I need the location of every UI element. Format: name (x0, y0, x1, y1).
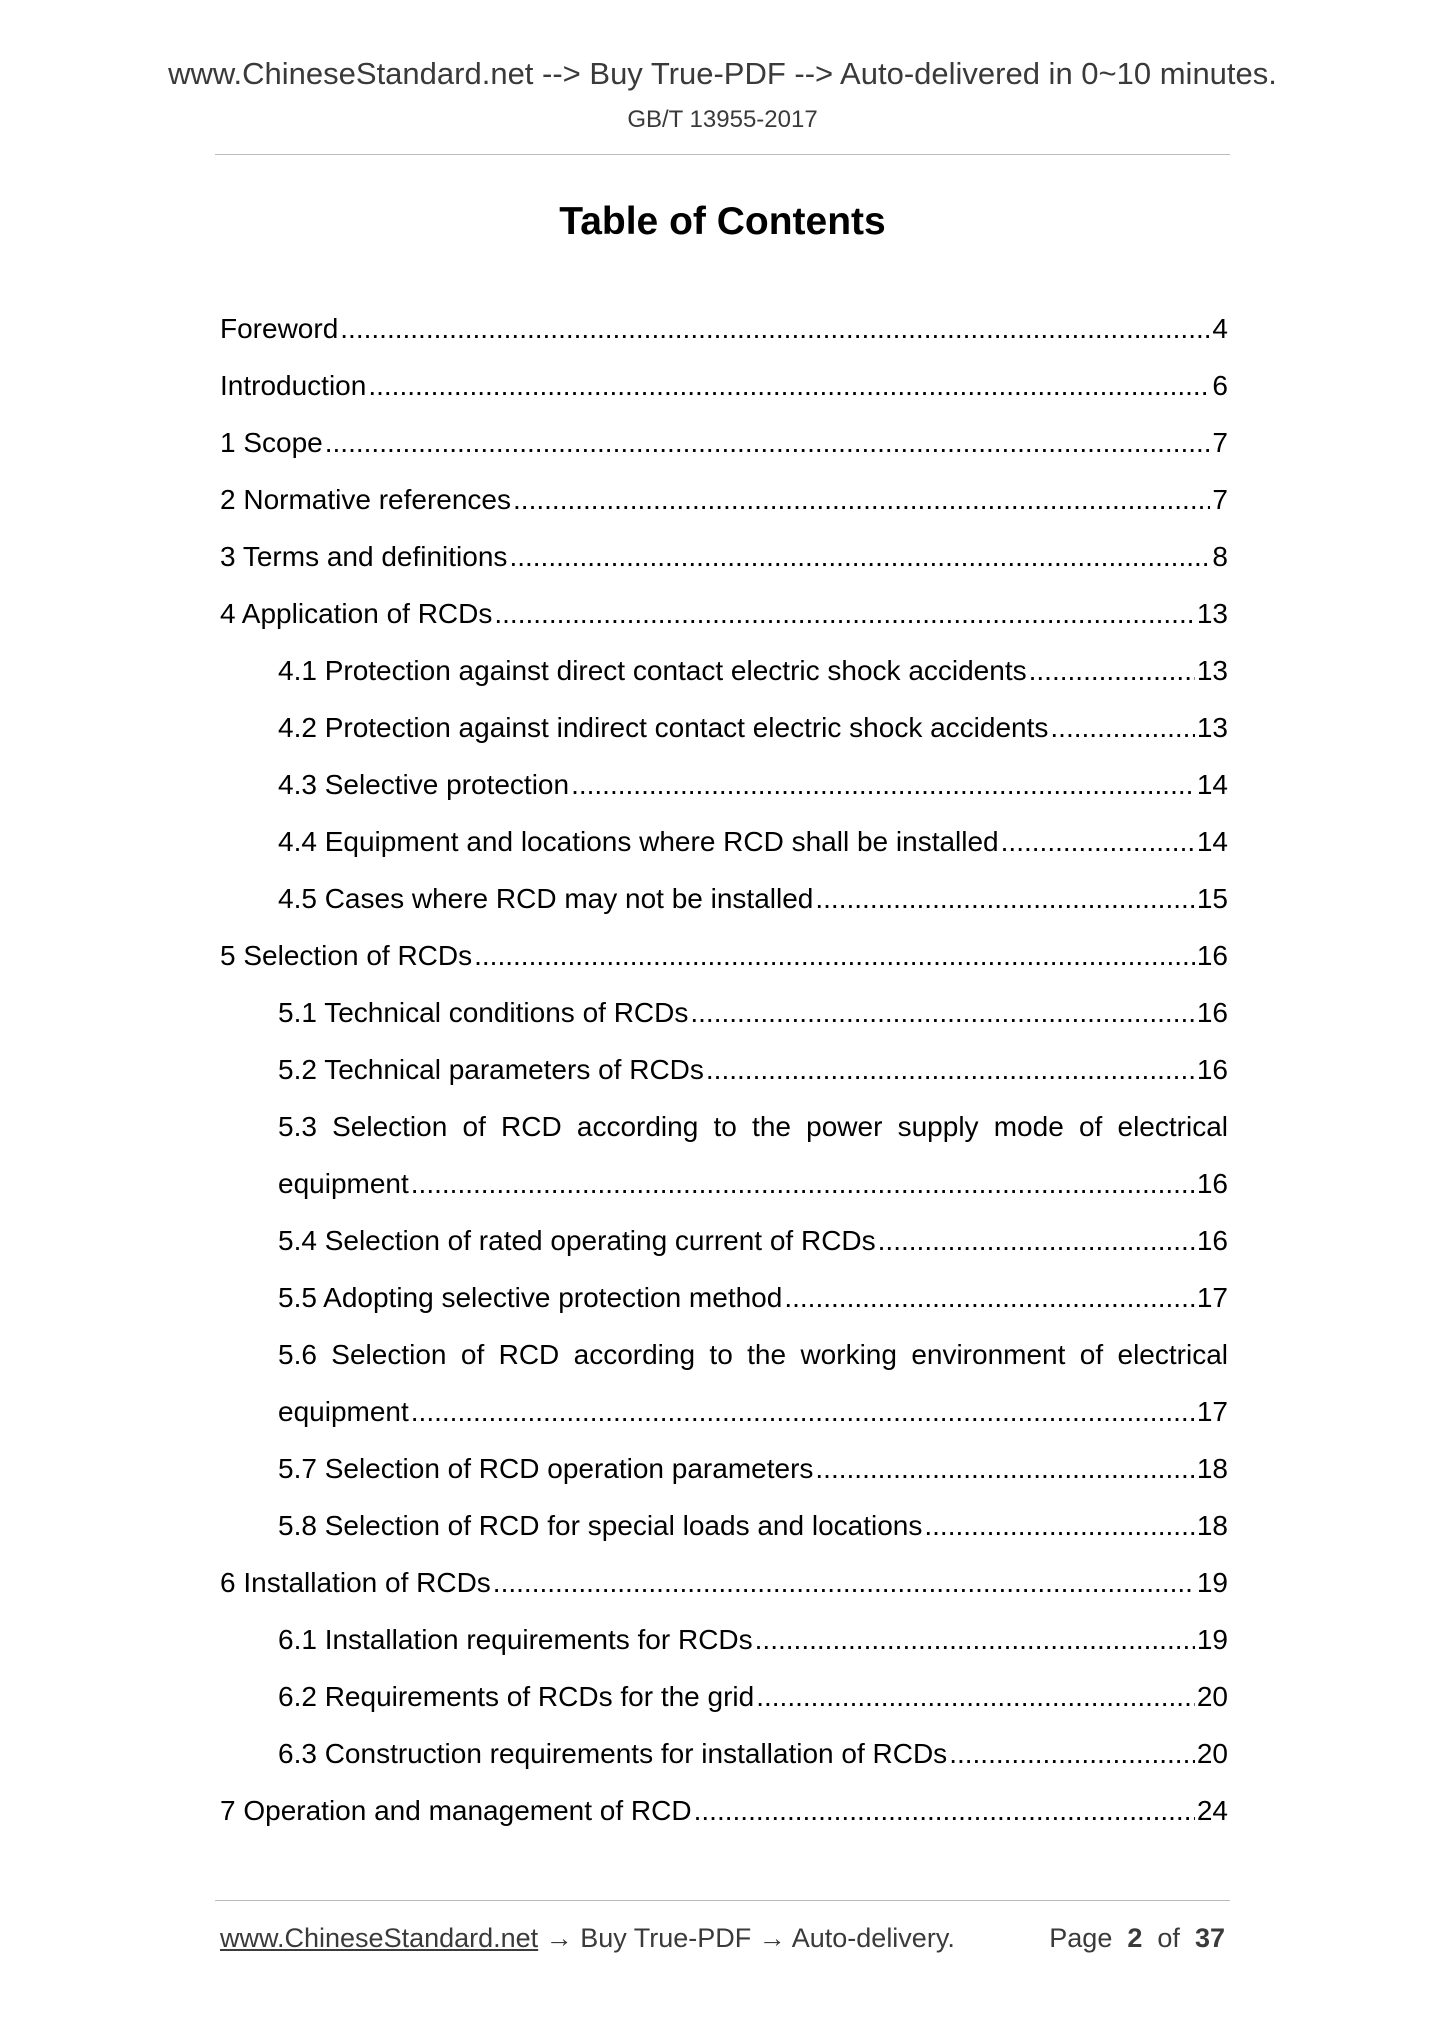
toc-entry[interactable] (220, 1782, 1228, 1839)
toc-page-number: 6 (1212, 370, 1228, 401)
toc-dot-leader (571, 756, 1195, 813)
toc-dot-leader (509, 528, 1210, 585)
toc-page-number: 13 (1196, 598, 1228, 629)
toc-dot-leader (878, 1212, 1195, 1269)
toc-entry-title: 4.4 Equipment and locations where RCD shall be installed (278, 826, 999, 857)
toc-entry[interactable] (220, 357, 1228, 414)
toc-page-number: 14 (1196, 769, 1228, 800)
toc-dot-leader (694, 1782, 1195, 1839)
toc-entry-title: 6 Installation of RCDs (220, 1567, 491, 1598)
toc-entry[interactable] (278, 756, 1228, 813)
toc-dot-leader (325, 414, 1211, 471)
toc-entry-title: 4 Application of RCDs (220, 598, 493, 629)
toc-entry-title: Foreword (220, 313, 339, 344)
toc-entry[interactable] (278, 984, 1228, 1041)
toc-page-number: 20 (1196, 1738, 1228, 1769)
toc-page-number: 7 (1212, 427, 1228, 458)
toc-dot-leader (474, 927, 1195, 984)
toc-page-number: 7 (1212, 484, 1228, 515)
toc-entry-title: 6.3 Construction requirements for installation of RCDs (278, 1738, 948, 1769)
toc-page-number: 16 (1196, 997, 1228, 1028)
toc-dot-leader (494, 585, 1194, 642)
toc-entry[interactable] (278, 1725, 1228, 1782)
toc-dot-leader (411, 1155, 1195, 1212)
toc-entry[interactable] (278, 1611, 1228, 1668)
toc-entry-title: 5 Selection of RCDs (220, 940, 473, 971)
toc-entry[interactable] (220, 414, 1228, 471)
toc-entry[interactable] (220, 1554, 1228, 1611)
toc-entry[interactable] (278, 1497, 1228, 1554)
toc-page-number: 17 (1196, 1282, 1228, 1313)
toc-entry-title: 6.2 Requirements of RCDs for the grid (278, 1681, 755, 1712)
toc-dot-leader (815, 1440, 1194, 1497)
toc-entry-title-continued: equipment (278, 1396, 409, 1427)
toc-dot-leader (755, 1611, 1195, 1668)
toc-dot-leader (949, 1725, 1195, 1782)
toc-dot-leader (815, 870, 1194, 927)
toc-entry[interactable] (278, 1668, 1228, 1725)
toc-page-number: 13 (1196, 712, 1228, 743)
toc-page-number: 24 (1196, 1795, 1228, 1826)
toc-entry-title: 4.1 Protection against direct contact electric shock accidents (278, 655, 1027, 686)
toc-dot-leader (513, 471, 1210, 528)
toc-entry-title: 4.5 Cases where RCD may not be installed (278, 883, 814, 914)
toc-dot-leader (1029, 642, 1195, 699)
page-indicator (1049, 1918, 1225, 1958)
toc-entry[interactable] (278, 699, 1228, 756)
current-page-number: 2 (1127, 1923, 1143, 1953)
toc-entry[interactable] (278, 1098, 1228, 1212)
page-label: Page (1049, 1923, 1113, 1953)
toc-dot-leader (690, 984, 1194, 1041)
toc-entry-title: 4.3 Selective protection (278, 769, 570, 800)
toc-entry[interactable] (278, 642, 1228, 699)
toc-page-number: 18 (1196, 1510, 1228, 1541)
toc-page-number: 16 (1196, 1168, 1228, 1199)
toc-dot-leader (756, 1668, 1195, 1725)
toc-entry[interactable] (278, 1440, 1228, 1497)
toc-page-number: 14 (1196, 826, 1228, 857)
toc-entry-title: 5.7 Selection of RCD operation parameters (278, 1453, 814, 1484)
toc-page-number: 17 (1196, 1396, 1228, 1427)
toc-dot-leader (784, 1269, 1195, 1326)
toc-dot-leader (368, 357, 1210, 414)
toc-dot-leader (1050, 699, 1194, 756)
toc-page-number: 20 (1196, 1681, 1228, 1712)
toc-entry-title: 3 Terms and definitions (220, 541, 508, 572)
toc-entry-title: 5.3 Selection of RCD according to the power supply mode of electrical (278, 1111, 1228, 1142)
toc-dot-leader (411, 1383, 1195, 1440)
toc-entry[interactable] (278, 1041, 1228, 1098)
footer (220, 1918, 1225, 1958)
toc-entry-title: 5.5 Adopting selective protection method (278, 1282, 783, 1313)
toc-entry[interactable] (278, 1326, 1228, 1440)
toc-entry[interactable] (278, 870, 1228, 927)
toc-entry-title: 6.1 Installation requirements for RCDs (278, 1624, 753, 1655)
toc-entry-title: 2 Normative references (220, 484, 512, 515)
toc-page-number: 19 (1196, 1567, 1228, 1598)
toc-entry-title: 5.4 Selection of rated operating current of RCDs (278, 1225, 876, 1256)
footer-site-link[interactable]: www.ChineseStandard.net (220, 1923, 539, 1953)
footer-left (220, 1918, 955, 1958)
toc-dot-leader (706, 1041, 1195, 1098)
standard-number: GB/T 13955-2017 (627, 106, 818, 133)
toc-entry-title: 1 Scope (220, 427, 323, 458)
toc-entry-title: 5.6 Selection of RCD according to the working environment of electrical (278, 1339, 1228, 1370)
footer-divider (215, 1900, 1230, 1901)
page-title: Table of Contents (559, 200, 886, 243)
toc-entry-title: 5.2 Technical parameters of RCDs (278, 1054, 704, 1085)
of-label: of (1157, 1923, 1180, 1953)
toc-entry[interactable] (220, 471, 1228, 528)
toc-entry[interactable] (278, 813, 1228, 870)
toc-dot-leader (924, 1497, 1194, 1554)
toc-page-number: 16 (1196, 1054, 1228, 1085)
toc-page-number: 16 (1196, 1225, 1228, 1256)
toc-entry[interactable] (220, 528, 1228, 585)
toc-entry[interactable] (220, 300, 1228, 357)
toc-entry-title: 5.1 Technical conditions of RCDs (278, 997, 689, 1028)
toc-entry[interactable] (278, 1212, 1228, 1269)
toc-dot-leader (340, 300, 1210, 357)
toc-page-number: 15 (1196, 883, 1228, 914)
toc-entry-title: 5.8 Selection of RCD for special loads and locations (278, 1510, 923, 1541)
toc-page-number: 8 (1212, 541, 1228, 572)
table-of-contents (220, 300, 1228, 1839)
total-page-count: 37 (1194, 1923, 1225, 1953)
toc-page-number: 18 (1196, 1453, 1228, 1484)
toc-page-number: 4 (1212, 313, 1228, 344)
footer-tagline: → Buy True-PDF → Auto-delivery. (538, 1923, 955, 1953)
toc-entry[interactable] (278, 1269, 1228, 1326)
toc-page-number: 13 (1196, 655, 1228, 686)
toc-page-number: 19 (1196, 1624, 1228, 1655)
toc-entry-title: 7 Operation and management of RCD (220, 1795, 692, 1826)
toc-dot-leader (493, 1554, 1195, 1611)
toc-entry[interactable] (220, 585, 1228, 642)
header-divider (215, 154, 1230, 155)
toc-entry[interactable] (220, 927, 1228, 984)
toc-dot-leader (1001, 813, 1195, 870)
toc-entry-title: Introduction (220, 370, 367, 401)
toc-entry-title-continued: equipment (278, 1168, 409, 1199)
toc-page-number: 16 (1196, 940, 1228, 971)
header-banner: www.ChineseStandard.net --> Buy True-PDF --> Auto-delivered in 0~10 minutes. (168, 56, 1277, 91)
toc-entry-title: 4.2 Protection against indirect contact electric shock accidents (278, 712, 1049, 743)
